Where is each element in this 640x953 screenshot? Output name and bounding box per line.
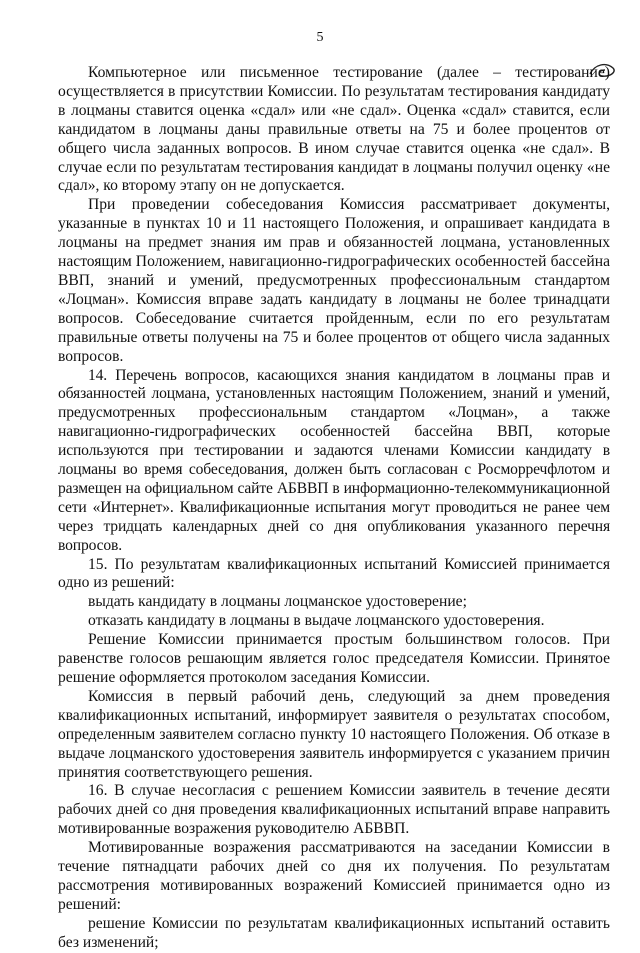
paragraph-decision-refuse: отказать кандидату в лоцманы в выдаче лоцманского удостоверения. <box>88 612 545 630</box>
paragraph-objections: Мотивированные возражения рассматриваются на заседании Комиссии в течение пятнадцати рабочих дней со дня их получения. По результатам рассмотрения мотивированных возражений Комиссией принимается одно из решений: <box>58 839 610 913</box>
page-number: 5 <box>316 30 324 45</box>
paragraph-15: 15. По результатам квалификационных испытаний Комиссией принимается одно из решений: <box>58 555 610 592</box>
paragraph-decision-issue: выдать кандидату в лоцманы лоцманское удостоверение; <box>88 593 467 611</box>
paragraph-notification: Комиссия в первый рабочий день, следующий за днем проведения квалификационных испытаний, информирует заявителя о результатах способом, определенным заявителем согласно пункту 10 настоящего Положения. Об отказе в выдаче лоцманского удостоверения заявитель информируется с указанием причин принятия соответствующего решения. <box>58 687 610 781</box>
paragraph-16: 16. В случае несогласия с решением Комиссии заявитель в течение десяти рабочих дней со дня проведения квалификационных испытаний вправе направить мотивированные возражения руководителю АБВВП. <box>58 782 610 838</box>
paragraph-keep-decision: решение Комиссии по результатам квалификационных испытаний оставить без изменений; <box>58 914 610 951</box>
paragraph-majority-vote: Решение Комиссии принимается простым большинством голосов. При равенстве голосов решающим является голос председателя Комиссии. Принятое решение оформляется протоколом заседания Комиссии. <box>58 631 610 686</box>
paragraph-interview: При проведении собеседования Комиссия рассматривает документы, указанные в пунктах 10 и 11 настоящего Положения, и опрашивает кандидата в лоцманы на предмет знания им прав и обязанностей лоцмана, установленных настоящим Положением, навигационно-гидрографических особенностей бассейна ВВП, знаний и умений, предусмотренных профессиональным стандартом «Лоцман». Комиссия вправе задать кандидату в лоцманы не более тринадцати вопросов. Собеседование считается пройденным, если по его результатам правильные ответы получены на 75 и более процентов от общего числа заданных вопросов. <box>58 196 610 365</box>
document-body <box>58 64 610 953</box>
paragraph-testing: Компьютерное или письменное тестирование (далее – тестирование) осуществляется в присутствии Комиссии. По результатам тестирования кандидату в лоцманы ставится оценка «сдал» или «не сдал». Оценка «сдал» ставится, если кандидатом в лоцманы даны правильные ответы на 75 и более процентов от общего числа заданных вопросов. В ином случае ставится оценка «не сдал». В случае если по результатам тестирования кандидат в лоцманы получил оценку «не сдал», ко второму этапу он не допускается. <box>58 64 610 195</box>
paragraph-14: 14. Перечень вопросов, касающихся знания кандидатом в лоцманы прав и обязанностей лоцмана, установленных настоящим Положением, знаний и умений, предусмотренных профессиональным стандартом «Лоцман», а также навигационно-гидрографических особенностей бассейна ВВП, которые используются при тестировании и задаются членами Комиссии кандидату в лоцманы во время собеседования, должен быть согласован с Росморречфлотом и размещен на официальном сайте АБВВП в информационно-телекоммуникационной сети «Интернет». Квалификационные испытания могут проводиться не ранее чем через тридцать календарных дней со дня опубликования указанного перечня вопросов. <box>58 366 610 554</box>
